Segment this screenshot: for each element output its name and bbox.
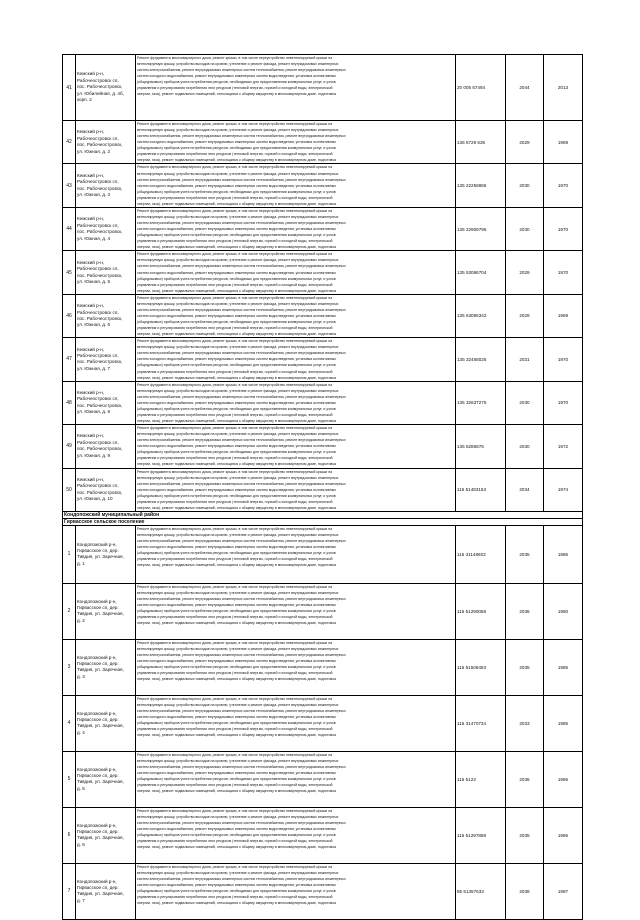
work-line: систем электроснабжения, ремонт внутридомовых инженерных систем теплоснабжения, ремонт внутридомовых инженерных [137, 351, 346, 356]
work-line: Ремонт фундамента многоквартирного дома, ремонт крыши, в том числе переустройство невентилируемой крыши на [137, 584, 333, 589]
work-line: Ремонт фундамента многоквартирного дома, ремонт крыши, в том числе переустройство невентилируемой крыши на [137, 382, 333, 387]
work-line: энергии, газа), ремонт подвальных помещений, относящихся к общему имуществу в многоквартирном доме, подготовка [137, 901, 336, 906]
cost-cell: 135 22258865 [456, 164, 506, 207]
table-row [63, 251, 583, 294]
work-line: энергии, газа), ремонт подвальных помещений, относящихся к общему имуществу в многоквартирном доме, подготовка [137, 245, 336, 250]
build-year-cell: 1970 [544, 338, 583, 381]
work-line: энергии, газа), ремонт подвальных помещений, относящихся к общему имуществу в многоквартирном доме, подготовка [137, 733, 336, 738]
build-year-cell: 1972 [544, 425, 583, 468]
work-line: энергии, газа), ремонт подвальных помещений, относящихся к общему имуществу в многоквартирном доме, подготовка [137, 375, 336, 380]
build-year-cell: 1986 [544, 525, 583, 583]
work-line: систем холодного водоснабжения, ремонт внутридомовых инженерных систем водоотведения, установка коллективных [137, 270, 337, 275]
build-year-cell: 2013 [544, 55, 583, 121]
work-line: энергии, газа), ремонт подвальных помещений, относящихся к общему имуществу в многоквартирном доме, подготовка [137, 332, 336, 337]
work-line: систем электроснабжения, ремонт внутридомовых инженерных систем теплоснабжения, ремонт внутридомовых инженерных [137, 264, 346, 269]
work-line: управления и регулирования потребления этих ресурсов (тепловой энергии, горячей и холодной воды, электрической [137, 195, 333, 200]
planned-year-cell: 2035 [506, 639, 544, 695]
work-line: систем холодного водоснабжения, ремонт внутридомовых инженерных систем водоотведения, установка коллективных [137, 715, 337, 720]
work-list-cell [136, 425, 456, 468]
work-line: Ремонт фундамента многоквартирного дома, ремонт крыши, в том числе переустройство невентилируемой крыши на [137, 295, 333, 300]
work-list-cell [136, 695, 456, 751]
work-line: энергии, газа), ремонт подвальных помещений, относящихся к общему имуществу в многоквартирном доме, подготовка [137, 845, 336, 850]
planned-year-cell: 2034 [506, 468, 544, 511]
work-line: Ремонт фундамента многоквартирного дома, ремонт крыши, в том числе переустройство невентилируемой крыши на [137, 165, 333, 170]
work-line: (общедомовых) приборов учета потребления ресурсов, необходимых для предоставления коммунальных услуг, и узлов [137, 551, 336, 556]
work-line: энергии, газа), ремонт подвальных помещений, относящихся к общему имуществу в многоквартирном доме, подготовка [137, 419, 336, 423]
work-line: систем электроснабжения, ремонт внутридомовых инженерных систем теплоснабжения, ремонт внутридомовых инженерных [137, 438, 346, 443]
work-line: (общедомовых) приборов учета потребления ресурсов, необходимых для предоставления коммунальных услуг, и узлов [137, 889, 336, 894]
work-line: управления и регулирования потребления этих ресурсов (тепловой энергии, горячей и холодной воды, электрической [137, 615, 333, 620]
work-list-cell [136, 294, 456, 337]
work-line: систем электроснабжения, ремонт внутридомовых инженерных систем теплоснабжения, ремонт внутридомовых инженерных [137, 877, 346, 882]
work-line: управления и регулирования потребления этих ресурсов (тепловой энергии, горячей и холодной воды, электрической [137, 895, 333, 900]
work-line: управления и регулирования потребления этих ресурсов (тепловой энергии, горячей и холодной воды, электрической [137, 326, 333, 331]
work-line: управления и регулирования потребления этих ресурсов (тепловой энергии, горячей и холодной воды, электрической [137, 671, 333, 676]
section-title: Кондопожский муниципальный район [63, 511, 583, 518]
table-row [63, 639, 583, 695]
capital-repair-table [62, 54, 583, 920]
work-line: систем электроснабжения, ремонт внутридомовых инженерных систем теплоснабжения, ремонт внутридомовых инженерных [137, 221, 346, 225]
row-number: 7 [63, 863, 76, 919]
planned-year-cell: 2029 [506, 251, 544, 294]
table-row [63, 695, 583, 751]
work-line: систем холодного водоснабжения, ремонт внутридомовых инженерных систем водоотведения, установка коллективных [137, 400, 337, 405]
work-line: Ремонт фундамента многоквартирного дома, ремонт крыши, в том числе переустройство невентилируемой крыши на [137, 808, 333, 813]
work-line: систем электроснабжения, ремонт внутридомовых инженерных систем теплоснабжения, ремонт внутридомовых инженерных [137, 68, 346, 73]
address-cell: Кемский р-н, Рабочеостровск сп, пос. Рабочеостровск, ул. Южная, д. 5 [76, 251, 136, 294]
work-line: вентилируемую крышу, устройство выходов на кровлю, утепление и ремонт фасада, ремонт внутридомовых инженерных [137, 388, 339, 393]
work-line: вентилируемую крышу, устройство выходов на кровлю, утепление и ремонт фасада, ремонт внутридомовых инженерных [137, 475, 339, 480]
work-line: систем холодного водоснабжения, ремонт внутридомовых инженерных систем водоотведения, установка коллективных [137, 357, 337, 362]
address-cell: Кондопожский р-н, Гирвасское сп, дер. Тивдия, ул. Заречная, д. 2 [76, 583, 136, 639]
planned-year-cell: 2031 [506, 338, 544, 381]
table-row [63, 294, 583, 337]
table-row [63, 207, 583, 250]
planned-year-cell: 2030 [506, 164, 544, 207]
work-list-cell [136, 381, 456, 424]
work-line: (общедомовых) приборов учета потребления ресурсов, необходимых для предоставления коммунальных услуг, и узлов [137, 665, 336, 670]
build-year-cell: 1980 [544, 583, 583, 639]
address-cell: Кемский р-н, Рабочеостровск сп, пос. Рабочеостровск, ул. Южная, д. 9 [76, 425, 136, 468]
row-number: 45 [63, 251, 76, 294]
address-cell: Кемский р-н, Рабочеостровск сп, пос. Рабочеостровск, ул. Южная, д. 7 [76, 338, 136, 381]
work-line: энергии, газа), ремонт подвальных помещений, относящихся к общему имуществу в многоквартирном доме, подготовка [137, 677, 336, 682]
build-year-cell: 1986 [544, 807, 583, 863]
address-cell: Кемский р-н, Рабочеостровск сп, пос. Рабочеостровск, ул. Южная, д. 3 [76, 164, 136, 207]
work-line: (общедомовых) приборов учета потребления ресурсов, необходимых для предоставления коммунальных услуг, и узлов [137, 363, 336, 368]
address-cell: Кондопожский р-н, Гирвасское сп, дер. Тивдия, ул. Заречная, д. 6 [76, 807, 136, 863]
work-list-cell [136, 338, 456, 381]
address-cell: Кемский р-н, Рабочеостровск сп, пос. Рабочеостровск, ул. Южная, д. 6 [76, 294, 136, 337]
work-line: (общедомовых) приборов учета потребления ресурсов, необходимых для предоставления коммунальных услуг, и узлов [137, 493, 336, 498]
work-line: энергии, газа), ремонт подвальных помещений, относящихся к общему имуществу в многоквартирном доме, подготовка [137, 92, 336, 97]
work-line: систем холодного водоснабжения, ремонт внутридомовых инженерных систем водоотведения, установка коллективных [137, 444, 337, 449]
work-line: энергии, газа), ремонт подвальных помещений, относящихся к общему имуществу в многоквартирном доме, подготовка [137, 789, 336, 794]
table-row [63, 468, 583, 511]
table-row [63, 381, 583, 424]
row-number: 41 [63, 55, 76, 121]
table-row [63, 807, 583, 863]
table-row [63, 751, 583, 807]
address-cell: Кондопожский р-н, Гирвасское сп, дер. Тивдия, ул. Заречная, д. 1 [76, 525, 136, 583]
table-row [63, 583, 583, 639]
section-title: Гирвасское сельское поселение [63, 518, 583, 525]
row-number: 46 [63, 294, 76, 337]
work-line: управления и регулирования потребления этих ресурсов (тепловой энергии, горячей и холодной воды, электрической [137, 783, 333, 788]
cost-cell: 136 5729 636 [456, 121, 506, 164]
section-title-row [63, 518, 583, 525]
row-number: 5 [63, 751, 76, 807]
planned-year-cell: 2028 [506, 294, 544, 337]
build-year-cell: 1985 [544, 695, 583, 751]
cost-cell: 115 31148603 [456, 525, 506, 583]
work-line: энергии, газа), ремонт подвальных помещений, относящихся к общему имуществу в многоквартирном доме, подготовка [137, 201, 336, 206]
work-list-cell [136, 468, 456, 511]
work-line: управления и регулирования потребления этих ресурсов (тепловой энергии, горячей и холодной воды, электрической [137, 369, 333, 374]
work-line: Ремонт фундамента многоквартирного дома, ремонт крыши, в том числе переустройство невентилируемой крыши на [137, 122, 333, 126]
cost-cell: 135 32637275 [456, 381, 506, 424]
work-list-cell [136, 207, 456, 250]
work-line: энергии, газа), ремонт подвальных помещений, относящихся к общему имуществу в многоквартирном доме, подготовка [137, 563, 336, 568]
address-cell: Кемский р-н, Рабочеостровск сп, пос. Рабочеостровск, ул. Юбилейная, д. 4б, корп. 2 [76, 55, 136, 121]
row-number: 1 [63, 525, 76, 583]
row-number: 6 [63, 807, 76, 863]
table-row [63, 164, 583, 207]
work-list-cell [136, 751, 456, 807]
work-line: Ремонт фундамента многоквартирного дома, ремонт крыши, в том числе переустройство невентилируемой крыши на [137, 426, 333, 431]
address-cell: Кемский р-н, Рабочеостровск сп, пос. Рабочеостровск, ул. Южная, д. 2 [76, 121, 136, 164]
work-line: систем электроснабжения, ремонт внутридомовых инженерных систем теплоснабжения, ремонт внутридомовых инженерных [137, 709, 346, 714]
address-cell: Кемский р-н, Рабочеостровск сп, пос. Рабочеостровск, ул. Южная, д. 4 [76, 207, 136, 250]
build-year-cell: 1970 [544, 207, 583, 250]
address-cell: Кондопожский р-н, Гирвасское сп, дер. Тивдия, ул. Заречная, д. 3 [76, 639, 136, 695]
work-line: систем холодного водоснабжения, ремонт внутридомовых инженерных систем водоотведения, установка коллективных [137, 545, 337, 550]
build-year-cell: 1970 [544, 381, 583, 424]
work-line: вентилируемую крышу, устройство выходов на кровлю, утепление и ремонт фасада, ремонт внутридомовых инженерных [137, 591, 339, 595]
planned-year-cell: 2036 [506, 583, 544, 639]
work-line: вентилируемую крышу, устройство выходов на кровлю, утепление и ремонт фасада, ремонт внутридомовых инженерных [137, 871, 339, 875]
row-number: 42 [63, 121, 76, 164]
cost-cell: 135 22908795 [456, 207, 506, 250]
table-row [63, 55, 583, 121]
table-row [63, 121, 583, 164]
work-line: (общедомовых) приборов учета потребления ресурсов, необходимых для предоставления коммунальных услуг, и узлов [137, 609, 336, 614]
work-line: управления и регулирования потребления этих ресурсов (тепловой энергии, горячей и холодной воды, электрической [137, 152, 333, 157]
work-line: систем электроснабжения, ремонт внутридомовых инженерных систем теплоснабжения, ремонт внутридомовых инженерных [137, 177, 346, 182]
work-line: вентилируемую крышу, устройство выходов на кровлю, утепление и ремонт фасада, ремонт внутридомовых инженерных [137, 759, 339, 763]
work-list-cell [136, 525, 456, 583]
work-list-cell [136, 164, 456, 207]
cost-cell: 115 51297898 [456, 807, 506, 863]
work-line: энергии, газа), ремонт подвальных помещений, относящихся к общему имуществу в многоквартирном доме, подготовка [137, 288, 336, 293]
work-line: Ремонт фундамента многоквартирного дома, ремонт крыши, в том числе переустройство невентилируемой крыши на [137, 469, 333, 474]
build-year-cell: 1970 [544, 164, 583, 207]
cost-cell: 135 32468025 [456, 338, 506, 381]
planned-year-cell: 2033 [506, 695, 544, 751]
work-line: вентилируемую крышу, устройство выходов на кровлю, утепление и ремонт фасада, ремонт внутридомовых инженерных [137, 703, 339, 707]
work-line: (общедомовых) приборов учета потребления ресурсов, необходимых для предоставления коммунальных услуг, и узлов [137, 406, 336, 411]
address-cell: Кемский р-н, Рабочеостровск сп, пос. Рабочеостровск, ул. Южная, д. 8 [76, 381, 136, 424]
row-number: 47 [63, 338, 76, 381]
planned-year-cell: 2036 [506, 751, 544, 807]
work-list-cell [136, 55, 456, 121]
row-number: 3 [63, 639, 76, 695]
work-line: систем электроснабжения, ремонт внутридомовых инженерных систем теплоснабжения, ремонт внутридомовых инженерных [137, 539, 346, 544]
cost-cell: 115 31470734 [456, 695, 506, 751]
section-title-row [63, 511, 583, 518]
work-line: вентилируемую крышу, устройство выходов на кровлю, утепление и ремонт фасада, ремонт внутридомовых инженерных [137, 171, 339, 176]
work-line: систем холодного водоснабжения, ремонт внутридомовых инженерных систем водоотведения, установка коллективных [137, 487, 337, 492]
work-line: вентилируемую крышу, устройство выходов на кровлю, утепление и ремонт фасада, ремонт внутридомовых инженерных [137, 815, 339, 819]
work-line: (общедомовых) приборов учета потребления ресурсов, необходимых для предоставления коммунальных услуг, и узлов [137, 777, 336, 782]
work-line: управления и регулирования потребления этих ресурсов (тепловой энергии, горячей и холодной воды, электрической [137, 499, 333, 504]
planned-year-cell: 2029 [506, 121, 544, 164]
build-year-cell: 1985 [544, 639, 583, 695]
row-number: 43 [63, 164, 76, 207]
work-line: систем электроснабжения, ремонт внутридомовых инженерных систем теплоснабжения, ремонт внутридомовых инженерных [137, 765, 346, 770]
work-line: Ремонт фундамента многоквартирного дома, ремонт крыши, в том числе переустройство невентилируемой крыши на [137, 752, 333, 757]
work-list-cell [136, 121, 456, 164]
work-line: вентилируемую крышу, устройство выходов на кровлю, утепление и ремонт фасада, ремонт внутридомовых инженерных [137, 432, 339, 437]
address-cell: Кемский р-н, Рабочеостровск сп, пос. Рабочеостровск, ул. Южная, д. 10 [76, 468, 136, 511]
work-line: управления и регулирования потребления этих ресурсов (тепловой энергии, горячей и холодной воды, электрической [137, 86, 333, 91]
row-number: 49 [63, 425, 76, 468]
work-line: систем холодного водоснабжения, ремонт внутридомовых инженерных систем водоотведения, установка коллективных [137, 140, 337, 145]
cost-cell: 85 51357633 [456, 863, 506, 919]
table-row [63, 425, 583, 468]
work-line: вентилируемую крышу, устройство выходов на кровлю, утепление и ремонт фасада, ремонт внутридомовых инженерных [137, 345, 339, 350]
planned-year-cell: 2030 [506, 207, 544, 250]
work-line: систем холодного водоснабжения, ремонт внутридомовых инженерных систем водоотведения, установка коллективных [137, 827, 337, 832]
cost-cell: 115 51508493 [456, 639, 506, 695]
work-line: энергии, газа), ремонт подвальных помещений, относящихся к общему имуществу в многоквартирном доме, подготовка [137, 462, 336, 467]
table-row [63, 338, 583, 381]
cost-cell: 20 005 67494 [456, 55, 506, 121]
work-line: систем электроснабжения, ремонт внутридомовых инженерных систем теплоснабжения, ремонт внутридомовых инженерных [137, 394, 346, 399]
build-year-cell: 1987 [544, 863, 583, 919]
work-line: Ремонт фундамента многоквартирного дома, ремонт крыши, в том числе переустройство невентилируемой крыши на [137, 640, 333, 645]
row-number: 4 [63, 695, 76, 751]
work-line: (общедомовых) приборов учета потребления ресурсов, необходимых для предоставления коммунальных услуг, и узлов [137, 320, 336, 324]
work-line: вентилируемую крышу, устройство выходов на кровлю, утепление и ремонт фасада, ремонт внутридомовых инженерных [137, 258, 339, 263]
work-line: управления и регулирования потребления этих ресурсов (тепловой энергии, горячей и холодной воды, электрической [137, 456, 333, 461]
work-line: (общедомовых) приборов учета потребления ресурсов, необходимых для предоставления коммунальных услуг, и узлов [137, 233, 336, 238]
work-line: систем электроснабжения, ремонт внутридомовых инженерных систем теплоснабжения, ремонт внутридомовых инженерных [137, 597, 346, 602]
work-line: (общедомовых) приборов учета потребления ресурсов, необходимых для предоставления коммунальных услуг, и узлов [137, 80, 336, 85]
work-line: управления и регулирования потребления этих ресурсов (тепловой энергии, горячей и холодной воды, электрической [137, 239, 333, 244]
planned-year-cell: 2035 [506, 525, 544, 583]
cost-cell: 115 51290058 [456, 583, 506, 639]
build-year-cell: 1986 [544, 751, 583, 807]
work-line: энергии, газа), ремонт подвальных помещений, относящихся к общему имуществу в многоквартирном доме, подготовка [137, 158, 336, 163]
work-line: управления и регулирования потребления этих ресурсов (тепловой энергии, горячей и холодной воды, электрической [137, 282, 333, 287]
work-line: вентилируемую крышу, устройство выходов на кровлю, утепление и ремонт фасада, ремонт внутридомовых инженерных [137, 301, 339, 306]
cost-cell: 135 5285876 [456, 425, 506, 468]
planned-year-cell: 2044 [506, 55, 544, 121]
work-line: Ремонт фундамента многоквартирного дома, ремонт крыши, в том числе переустройство невентилируемой крыши на [137, 56, 333, 60]
work-line: управления и регулирования потребления этих ресурсов (тепловой энергии, горячей и холодной воды, электрической [137, 727, 333, 732]
work-list-cell [136, 251, 456, 294]
work-line: управления и регулирования потребления этих ресурсов (тепловой энергии, горячей и холодной воды, электрической [137, 839, 333, 844]
planned-year-cell: 2038 [506, 863, 544, 919]
work-line: Ремонт фундамента многоквартирного дома, ремонт крыши, в том числе переустройство невентилируемой крыши на [137, 526, 333, 531]
work-list-cell [136, 639, 456, 695]
work-line: систем холодного водоснабжения, ремонт внутридомовых инженерных систем водоотведения, установка коллективных [137, 771, 337, 776]
work-line: систем холодного водоснабжения, ремонт внутридомовых инженерных систем водоотведения, установка коллективных [137, 659, 337, 664]
cost-cell: 115 5123 [456, 751, 506, 807]
work-line: (общедомовых) приборов учета потребления ресурсов, необходимых для предоставления коммунальных услуг, и узлов [137, 146, 336, 151]
cost-cell: 135 53086704 [456, 251, 506, 294]
work-line: систем холодного водоснабжения, ремонт внутридомовых инженерных систем водоотведения, установка коллективных [137, 227, 337, 232]
work-line: вентилируемую крышу, устройство выходов на кровлю, утепление и ремонт фасада, ремонт внутридомовых инженерных [137, 647, 339, 651]
work-line: (общедомовых) приборов учета потребления ресурсов, необходимых для предоставления коммунальных услуг, и узлов [137, 833, 336, 838]
work-line: систем холодного водоснабжения, ремонт внутридомовых инженерных систем водоотведения, установка коллективных [137, 603, 337, 608]
work-line: Ремонт фундамента многоквартирного дома, ремонт крыши, в том числе переустройство невентилируемой крыши на [137, 696, 333, 701]
cost-cell: 115 51483153 [456, 468, 506, 511]
work-line: систем холодного водоснабжения, ремонт внутридомовых инженерных систем водоотведения, установка коллективных [137, 183, 337, 188]
planned-year-cell: 2030 [506, 425, 544, 468]
work-line: систем холодного водоснабжения, ремонт внутридомовых инженерных систем водоотведения, установка коллективных [137, 883, 337, 888]
build-year-cell: 1970 [544, 251, 583, 294]
work-line: (общедомовых) приборов учета потребления ресурсов, необходимых для предоставления коммунальных услуг, и узлов [137, 189, 336, 194]
work-line: вентилируемую крышу, устройство выходов на кровлю, утепление и ремонт фасада, ремонт внутридомовых инженерных [137, 128, 339, 133]
work-line: систем электроснабжения, ремонт внутридомовых инженерных систем теплоснабжения, ремонт внутридомовых инженерных [137, 134, 346, 139]
row-number: 2 [63, 583, 76, 639]
work-line: вентилируемую крышу, устройство выходов на кровлю, утепление и ремонт фасада, ремонт внутридомовых инженерных [137, 62, 339, 67]
work-line: Ремонт фундамента многоквартирного дома, ремонт крыши, в том числе переустройство невентилируемой крыши на [137, 339, 333, 344]
row-number: 48 [63, 381, 76, 424]
build-year-cell: 1974 [544, 468, 583, 511]
planned-year-cell: 2030 [506, 381, 544, 424]
work-list-cell [136, 863, 456, 919]
address-cell: Кондопожский р-н, Гирвасское сп, дер. Тивдия, ул. Заречная, д. 4 [76, 695, 136, 751]
row-number: 44 [63, 207, 76, 250]
work-list-cell [136, 807, 456, 863]
planned-year-cell: 2035 [506, 807, 544, 863]
work-line: систем электроснабжения, ремонт внутридомовых инженерных систем теплоснабжения, ремонт внутридомовых инженерных [137, 653, 346, 658]
work-line: управления и регулирования потребления этих ресурсов (тепловой энергии, горячей и холодной воды, электрической [137, 557, 333, 562]
row-number: 50 [63, 468, 76, 511]
work-line: систем электроснабжения, ремонт внутридомовых инженерных систем теплоснабжения, ремонт внутридомовых инженерных [137, 481, 346, 486]
address-cell: Кондопожский р-н, Гирвасское сп, дер. Тивдия, ул. Заречная, д. 5 [76, 751, 136, 807]
build-year-cell: 1969 [544, 294, 583, 337]
work-line: систем электроснабжения, ремонт внутридомовых инженерных систем теплоснабжения, ремонт внутридомовых инженерных [137, 821, 346, 826]
table-row [63, 525, 583, 583]
work-list-cell [136, 583, 456, 639]
work-line: Ремонт фундамента многоквартирного дома, ремонт крыши, в том числе переустройство невентилируемой крыши на [137, 252, 333, 257]
work-line: Ремонт фундамента многоквартирного дома, ремонт крыши, в том числе переустройство невентилируемой крыши на [137, 864, 333, 869]
work-line: систем холодного водоснабжения, ремонт внутридомовых инженерных систем водоотведения, установка коллективных [137, 74, 337, 79]
work-line: (общедомовых) приборов учета потребления ресурсов, необходимых для предоставления коммунальных услуг, и узлов [137, 721, 336, 726]
table-row [63, 863, 583, 919]
cost-cell: 135 53086342 [456, 294, 506, 337]
build-year-cell: 1969 [544, 121, 583, 164]
work-line: энергии, газа), ремонт подвальных помещений, относящихся к общему имуществу в многоквартирном доме, подготовка [137, 621, 336, 626]
table-body [63, 55, 583, 920]
address-cell: Кондопожский р-н, Гирвасское сп, дер. Тивдия, ул. Заречная, д. 7 [76, 863, 136, 919]
work-line: (общедомовых) приборов учета потребления ресурсов, необходимых для предоставления коммунальных услуг, и узлов [137, 450, 336, 455]
work-line: управления и регулирования потребления этих ресурсов (тепловой энергии, горячей и холодной воды, электрической [137, 412, 333, 417]
work-line: систем электроснабжения, ремонт внутридомовых инженерных систем теплоснабжения, ремонт внутридомовых инженерных [137, 307, 346, 312]
work-line: (общедомовых) приборов учета потребления ресурсов, необходимых для предоставления коммунальных услуг, и узлов [137, 276, 336, 281]
work-line: вентилируемую крышу, устройство выходов на кровлю, утепление и ремонт фасада, ремонт внутридомовых инженерных [137, 533, 339, 537]
work-line: Ремонт фундамента многоквартирного дома, ремонт крыши, в том числе переустройство невентилируемой крыши на [137, 208, 333, 213]
work-line: вентилируемую крышу, устройство выходов на кровлю, утепление и ремонт фасада, ремонт внутридомовых инженерных [137, 214, 339, 219]
work-line: энергии, газа), ремонт подвальных помещений, относящихся к общему имуществу в многоквартирном доме, подготовка [137, 505, 336, 510]
work-line: систем холодного водоснабжения, ремонт внутридомовых инженерных систем водоотведения, установка коллективных [137, 313, 337, 318]
